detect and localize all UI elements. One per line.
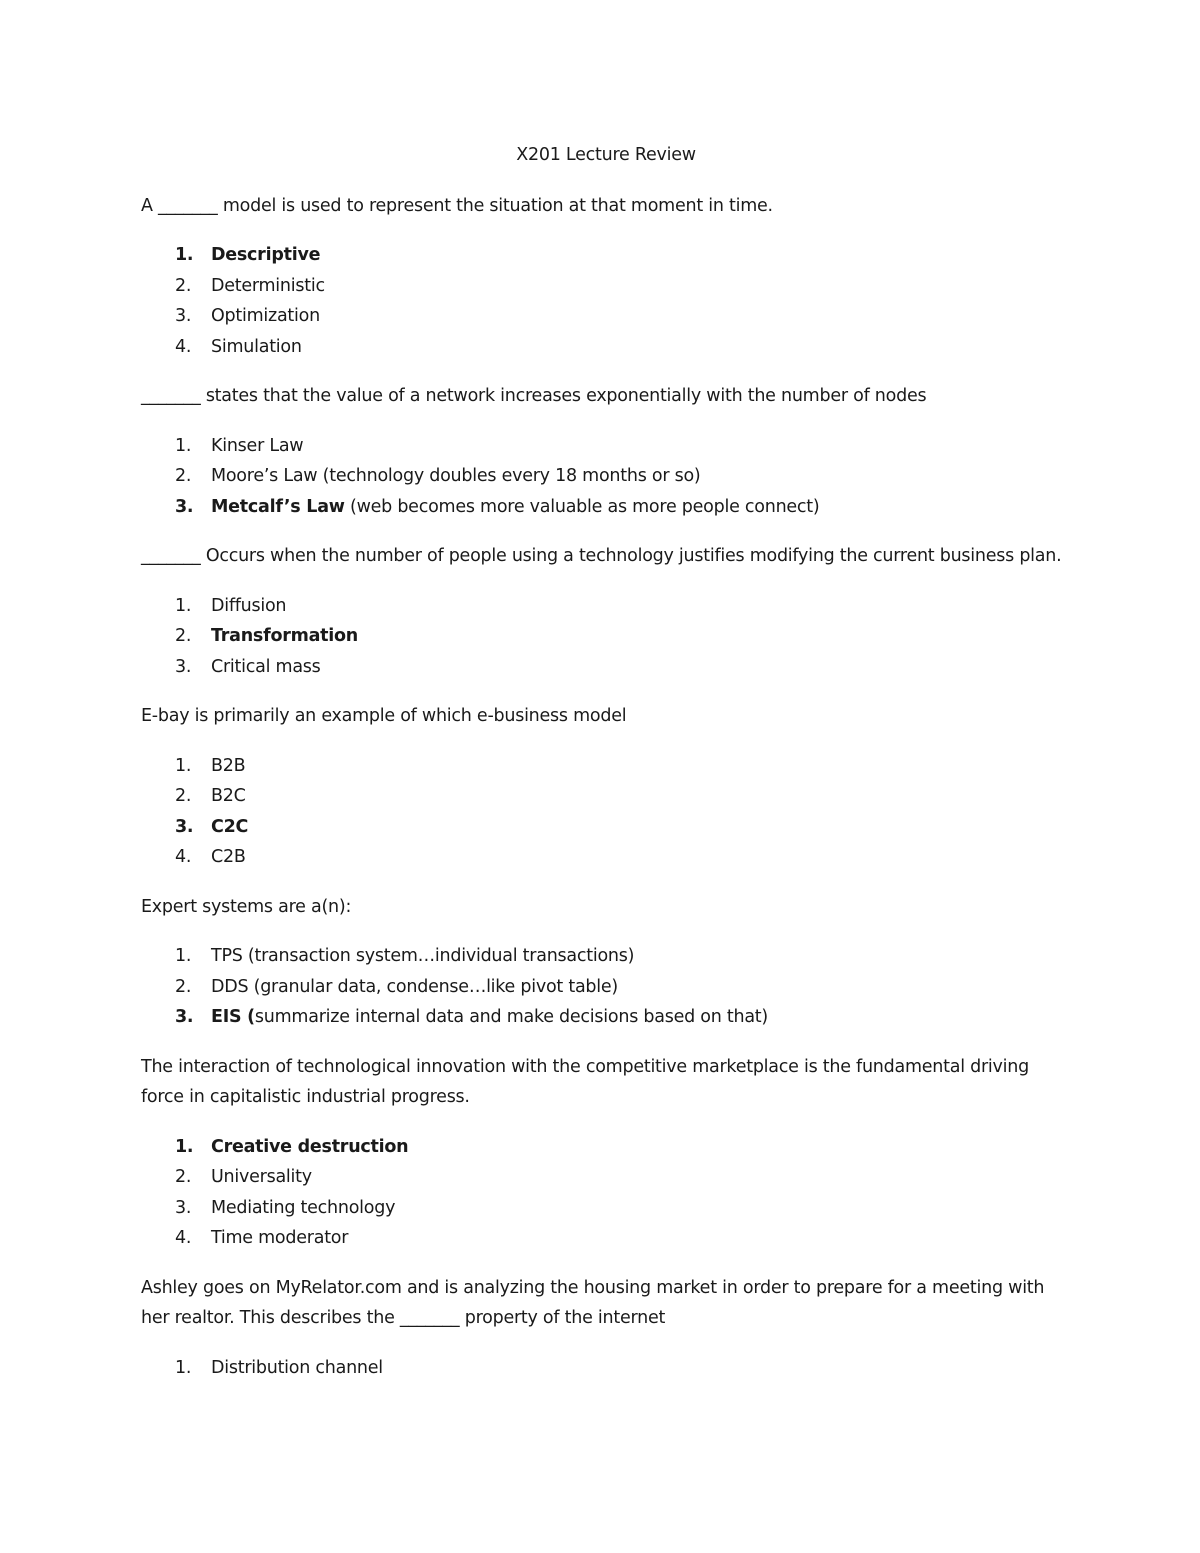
option-item: [141, 591, 1071, 622]
option-text: TPS (transaction system…individual transactions): [211, 946, 635, 966]
option-item: [141, 842, 1071, 873]
option-number: 2.: [175, 466, 192, 486]
option-item: [141, 240, 1071, 271]
option-item: [141, 812, 1071, 843]
option-text: Deterministic: [211, 275, 325, 296]
option-number: 1.: [175, 595, 192, 616]
option-text: Optimization: [211, 306, 320, 326]
question-prompt-2: _______ states that the value of a network increases exponentially with the number of nodes: [141, 386, 927, 406]
option-item: [141, 972, 1071, 1003]
question-options-5: [141, 941, 1071, 1033]
option-number: 2.: [175, 1167, 192, 1187]
question-options-6: [141, 1132, 1071, 1254]
option-number: 1.: [175, 755, 192, 776]
option-text: Time moderator: [211, 1228, 349, 1248]
option-item: [141, 1353, 1071, 1384]
question-prompt-1: A _______ model is used to represent the situation at that moment in time.: [141, 195, 773, 216]
question-options-2: [141, 431, 1071, 523]
option-text-bold: Transformation: [211, 626, 358, 646]
option-number: 3.: [175, 306, 192, 326]
option-text: B2B: [211, 755, 246, 776]
option-item: [141, 1162, 1071, 1193]
option-item: [141, 332, 1071, 363]
option-number: 3.: [175, 496, 194, 517]
option-item: [141, 751, 1071, 782]
option-text: Mediating technology: [211, 1197, 396, 1218]
question-prompt-3: _______ Occurs when the number of people using a technology justifies modifying the current business plan.: [141, 546, 1062, 566]
page-title: X201 Lecture Review: [516, 145, 696, 165]
option-number: 3.: [175, 816, 194, 837]
option-text-bold: Metcalf’s Law: [211, 496, 345, 517]
option-item: [141, 271, 1071, 302]
option-text: summarize internal data and make decisions based on that): [254, 1007, 768, 1027]
question-options-3: [141, 591, 1071, 683]
question-options-1: [141, 240, 1071, 362]
option-number: 1.: [175, 1136, 194, 1157]
option-item: [141, 652, 1071, 683]
option-text-bold: Creative destruction: [211, 1136, 409, 1157]
option-text: Critical mass: [211, 656, 321, 677]
option-item: [141, 781, 1071, 812]
question-options-4: [141, 751, 1071, 873]
option-text: Simulation: [211, 336, 302, 357]
option-item: [141, 301, 1071, 332]
option-item: [141, 1193, 1071, 1224]
option-text: Kinser Law: [211, 435, 304, 456]
option-item: [141, 941, 1071, 972]
option-text: Distribution channel: [211, 1357, 383, 1378]
option-text-bold: EIS (: [211, 1007, 255, 1027]
option-text: Diffusion: [211, 595, 287, 616]
option-number: 1.: [175, 1357, 192, 1378]
option-number: 2.: [175, 275, 192, 296]
option-item: [141, 492, 1071, 523]
option-number: 3.: [175, 1007, 194, 1027]
option-text: DDS (granular data, condense…like pivot table): [211, 976, 618, 997]
option-number: 2.: [175, 976, 192, 997]
question-prompt-7: Ashley goes on MyRelator.com and is analyzing the housing market in order to prepare for a meeting with her realtor. This describes the _______ property of the internet: [141, 1277, 1045, 1328]
question-options-7: [141, 1353, 1071, 1384]
option-number: 2.: [175, 786, 192, 806]
option-number: 4.: [175, 1228, 192, 1248]
option-text-bold: Descriptive: [211, 245, 321, 265]
option-item: [141, 1002, 1071, 1033]
option-item: [141, 621, 1071, 652]
option-number: 2.: [175, 626, 192, 646]
option-text-bold: C2C: [211, 816, 249, 837]
question-prompt-5: Expert systems are a(n):: [141, 896, 352, 917]
option-number: 1.: [175, 946, 192, 966]
question-prompt-4: E-bay is primarily an example of which e-business model: [141, 706, 627, 726]
option-number: 4.: [175, 847, 192, 867]
document-body: [141, 140, 1071, 1402]
option-item: [141, 431, 1071, 462]
option-number: 1.: [175, 245, 194, 265]
option-number: 3.: [175, 656, 192, 677]
option-item: [141, 1132, 1071, 1163]
option-number: 1.: [175, 435, 192, 456]
option-text: B2C: [211, 786, 246, 806]
option-text: Universality: [211, 1167, 312, 1187]
option-text: Moore’s Law (technology doubles every 18 months or so): [211, 466, 701, 486]
option-number: 3.: [175, 1197, 192, 1218]
option-item: [141, 1223, 1071, 1254]
option-number: 4.: [175, 336, 192, 357]
option-text: (web becomes more valuable as more people connect): [344, 496, 820, 517]
option-item: [141, 461, 1071, 492]
option-text: C2B: [211, 847, 246, 867]
question-prompt-6: The interaction of technological innovation with the competitive marketplace is the fundamental driving force in capitalistic industrial progress.: [141, 1056, 1029, 1107]
